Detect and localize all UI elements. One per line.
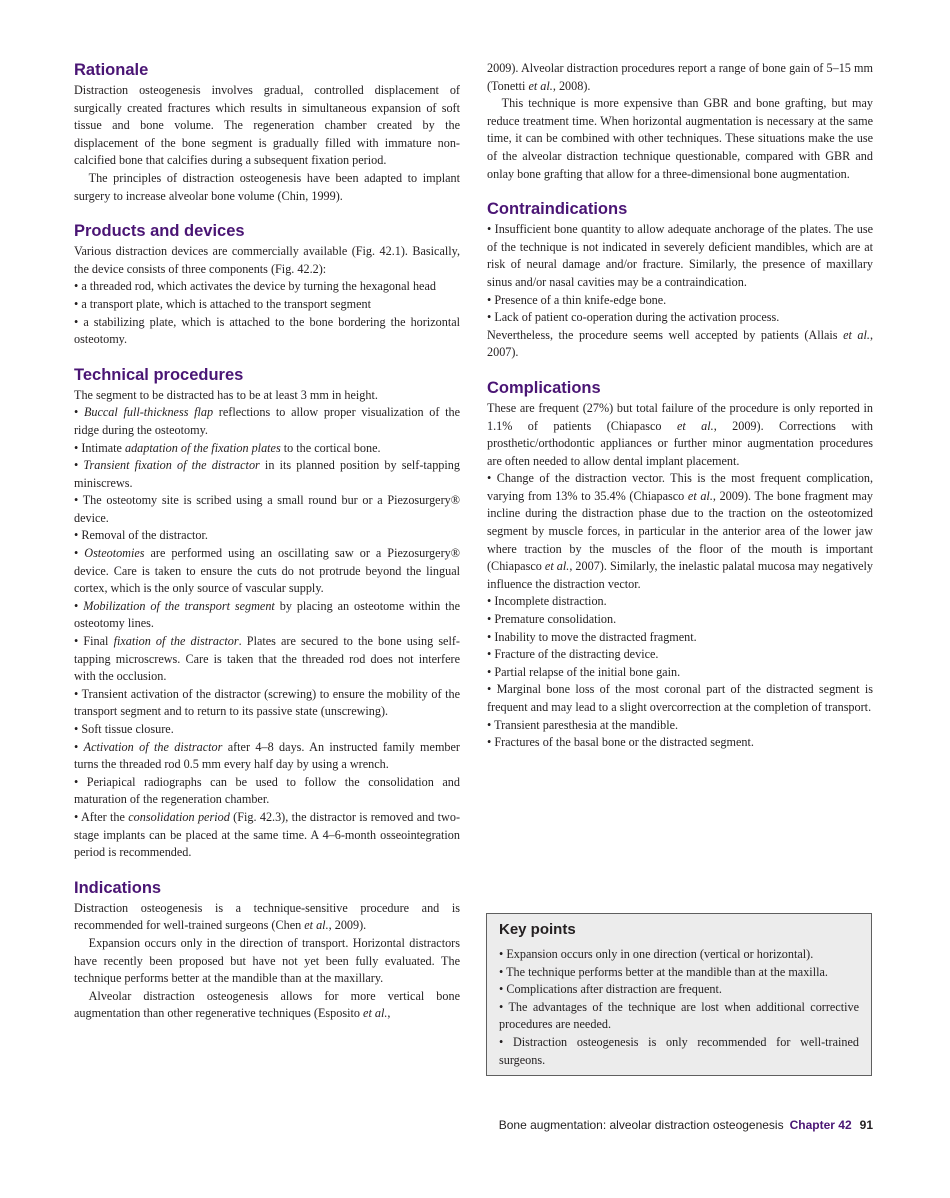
heading-contraindications: Contraindications <box>487 200 628 219</box>
running-title: Bone augmentation: alveolar distraction osteogenesis <box>498 1118 784 1132</box>
text: are performed using an oscillating saw or a Piezosurgery® device. Care is taken to ensure the cuts do not protrude beyond the lingual cortex, which is the only source of vascular supply. <box>74 546 460 596</box>
paragraph: The principles of distraction osteogenesis have been adapted to implant surgery to increase alveolar bone volume (Chin, 1999). <box>74 170 460 203</box>
emphasis: et al. <box>363 1006 388 1021</box>
emphasis: adaptation of the fixation plates <box>124 440 281 455</box>
section-rationale <box>74 60 460 205</box>
heading-products: Products and devices <box>74 222 245 241</box>
page-footer <box>499 1118 873 1132</box>
key-points-heading: Key points <box>499 921 576 938</box>
indications-continued <box>487 60 873 183</box>
text: Final <box>83 634 114 649</box>
list-item: • a threaded rod, which activates the device by turning the hexagonal head <box>74 279 436 294</box>
text: , <box>387 1006 391 1021</box>
text: Alveolar distraction osteogenesis allows for more vertical bone augmentation than other regenerative techniques (Esposito <box>74 988 460 1021</box>
paragraph <box>74 988 460 1023</box>
emphasis: Buccal full-thickness flap <box>83 405 214 420</box>
heading-technical: Technical procedures <box>74 365 244 384</box>
text: Soft tissue closure. <box>81 722 174 736</box>
text: Distraction osteogenesis is a technique-sensitive procedure and is recommended for well-trained surgeons (Chen <box>74 900 460 933</box>
text: , 2009). <box>328 918 367 933</box>
text: Periapical radiographs can be used to follow the consolidation and maturation of the regeneration chamber. <box>74 774 460 807</box>
emphasis: et al. <box>687 488 713 503</box>
text: Nevertheless, the procedure seems well accepted by patients (Allais <box>487 327 844 342</box>
text: (Fig. 42.3), the distractor is removed and two-stage implants can be placed at the same time. A 4–6-month osseointegration period is recommended. <box>74 809 461 860</box>
text: , 2008). <box>552 78 591 93</box>
paragraph <box>487 400 873 470</box>
heading-complications: Complications <box>487 378 601 397</box>
section-contraindications <box>487 199 873 362</box>
emphasis: Mobilization of the transport segment <box>83 598 275 613</box>
text: , 2007). <box>487 327 873 360</box>
chapter-label: Chapter 42 <box>789 1118 852 1132</box>
list-item: • Transient paresthesia at the mandible. <box>487 717 679 732</box>
list-item: • Incomplete distraction. <box>487 594 607 609</box>
section-technical <box>74 365 460 862</box>
section-complications <box>487 378 873 752</box>
list-item: • Osteotomies are performed using an oscillating saw or a Piezosurgery® device. Care is taken to ensure the cuts do not protrude beyond the lingual cortex, which is the only source of vascular supply. <box>74 546 460 596</box>
list-item: • Inability to move the distracted fragment. <box>487 629 697 644</box>
paragraph: Distraction osteogenesis involves gradual, controlled displacement of surgically created fractures which results in simultaneous expansion of soft tissue and bone volume. The regeneration chamber created by the displacement of the bone segment is gradually filled with immature non-calcified bone that calcifies during a subsequent fixation period. <box>74 83 460 168</box>
list-item: • The osteotomy site is scribed using a small round bur or a Piezosurgery® device. <box>74 493 461 525</box>
key-point-item: • Complications after distraction are frequent. <box>499 982 722 997</box>
text: reflections to allow proper visualization of the ridge during the osteotomy. <box>74 405 460 437</box>
emphasis: Osteotomies <box>84 546 145 561</box>
page-number: 91 <box>859 1118 873 1132</box>
emphasis: et al. <box>528 78 553 93</box>
emphasis: et al. <box>304 918 329 933</box>
list-item: • Partial relapse of the initial bone gain. <box>487 664 681 679</box>
right-column <box>487 60 873 768</box>
list-item: • Lack of patient co-operation during the activation process. <box>487 310 780 325</box>
list-item: • Premature consolidation. <box>487 612 617 627</box>
list-item: • Final fixation of the distractor. Plates are secured to the bone using self-tapping microscrews. Care is taken that the threaded rod does not interfere with the occlusion. <box>74 634 460 684</box>
text: Intimate <box>81 440 125 455</box>
paragraph <box>74 900 460 935</box>
text: , 2009). Corrections with prosthetic/orthodontic appliances or further minor augmentation procedures are often needed to allow dental implant placement. <box>487 418 873 468</box>
left-column <box>74 60 460 1039</box>
emphasis: et al. <box>676 418 714 433</box>
list-item: • Transient fixation of the distractor in its planned position by self-tapping miniscrews. <box>74 458 460 490</box>
paragraph: Various distraction devices are commercially available (Fig. 42.1). Basically, the device consists of three components (Fig. 42.2): <box>74 244 460 276</box>
text: after 4–8 days. An instructed family member turns the threaded rod 0.5 mm every half day by using a wrench. <box>74 739 460 772</box>
text: The osteotomy site is scribed using a small round bur or a Piezosurgery® device. <box>74 493 461 525</box>
text: Transient activation of the distractor (screwing) to ensure the mobility of the transport segment and to return to its passive state (unscrewing). <box>74 686 461 719</box>
list-item: • Soft tissue closure. <box>74 722 174 736</box>
key-points-box <box>486 913 872 1076</box>
paragraph <box>487 60 873 95</box>
paragraph <box>487 327 873 362</box>
text: in its planned position by self-tapping miniscrews. <box>74 458 460 490</box>
text: • Change of the distraction vector. This is the most frequent complication, varying from 13% to 35.4% (Chiapasco <box>487 471 873 503</box>
text: After the <box>80 809 129 824</box>
list-item: • Mobilization of the transport segment by placing an osteotome within the osteotomy lines. <box>74 598 460 631</box>
key-point-item: • Expansion occurs only in one direction (vertical or horizontal). <box>499 947 814 961</box>
list-item: • After the consolidation period (Fig. 42.3), the distractor is removed and two-stage implants can be placed at the same time. A 4–6-month osseointegration period is recommended. <box>74 809 461 860</box>
text: 2009). Alveolar distraction procedures report a range of bone gain of 5–15 mm (Tonetti <box>487 61 873 93</box>
key-point-item: • Distraction osteogenesis is only recommended for well-trained surgeons. <box>499 1034 859 1067</box>
paragraph: This technique is more expensive than GBR and bone grafting, but may reduce treatment time. When horizontal augmentation is necessary at the same time, it can be combined with other techniques. These situations make the use of the alveolar distraction technique questionable, compared with GBR and onlay bone grafting that allow for a three-dimensional bone augmentation. <box>487 96 873 181</box>
text: by placing an osteotome within the osteotomy lines. <box>74 598 460 631</box>
list-item: • Fractures of the basal bone or the distracted segment. <box>487 735 754 750</box>
heading-rationale: Rationale <box>74 61 149 79</box>
list-item: • Removal of the distractor. <box>74 528 208 543</box>
list-item: • Insufficient bone quantity to allow adequate anchorage of the plates. The use of the technique is not indicated in severely deficient mandibles, which are at risk of neural damage and/or fracture. Similarly, the presence of maxillary sinus and/or nasal cavities may be a contraindication. <box>487 222 873 289</box>
emphasis: et al. <box>544 559 570 574</box>
list-item: • Periapical radiographs can be used to follow the consolidation and maturation of the regeneration chamber. <box>74 774 460 807</box>
list-item: • Presence of a thin knife-edge bone. <box>487 292 667 307</box>
emphasis: Transient fixation of the distractor <box>83 458 260 473</box>
paragraph: The segment to be distracted has to be at least 3 mm in height. <box>74 387 378 402</box>
section-indications <box>74 878 460 1023</box>
list-item: • Fracture of the distracting device. <box>487 647 659 662</box>
list-item <box>487 470 873 593</box>
text: These are frequent (27%) but total failure of the procedure is only reported in 1.1% of patients (Chiapasco <box>487 400 873 433</box>
text: . Plates are secured to the bone using self-tapping microscrews. Care is taken that the threaded rod does not interfere with the occlusion. <box>74 634 460 684</box>
text: to the cortical bone. <box>280 440 381 455</box>
list-item: • Buccal full-thickness flap reflections to allow proper visualization of the ridge during the osteotomy. <box>74 405 460 437</box>
paragraph: Expansion occurs only in the direction of transport. Horizontal distractors have recently been proposed but have not yet been fully evaluated. The technique performs better at the mandible than at the maxillary. <box>74 935 460 986</box>
text: , 2007). Similarly, the inelastic palatal mucosa may negatively influence the distraction vector. <box>487 559 873 591</box>
list-item: • Marginal bone loss of the most coronal part of the distracted segment is frequent and may lead to a slight overcorrection at the completion of transport. <box>487 682 873 714</box>
list-item: • Intimate adaptation of the fixation plates to the cortical bone. <box>74 440 381 455</box>
text: , 2009). The bone fragment may incline during the distraction phase due to the traction on the osteotomized segment by muscle forces, in particular in the anterior area of the lower jaw where traction by the muscles of the floor of the mouth is important (Chiapasco <box>487 488 874 574</box>
section-products <box>74 221 460 349</box>
list-item: • Activation of the distractor after 4–8 days. An instructed family member turns the threaded rod 0.5 mm every half day by using a wrench. <box>74 739 460 772</box>
emphasis: fixation of the distractor <box>113 634 239 649</box>
list-item: • a transport plate, which is attached to the transport segment <box>74 296 372 311</box>
emphasis: et al. <box>843 327 870 342</box>
list-item: • Transient activation of the distractor (screwing) to ensure the mobility of the transport segment and to return to its passive state (unscrewing). <box>74 686 461 719</box>
text: Removal of the distractor. <box>81 528 208 543</box>
emphasis: consolidation period <box>128 809 230 824</box>
heading-indications: Indications <box>74 878 162 897</box>
key-point-item: • The technique performs better at the mandible than at the maxilla. <box>499 964 828 979</box>
key-point-item: • The advantages of the technique are lost when additional corrective procedures are needed. <box>499 999 859 1032</box>
list-item: • a stabilizing plate, which is attached to the bone bordering the horizontal osteotomy. <box>74 314 460 347</box>
emphasis: Activation of the distractor <box>83 739 223 754</box>
